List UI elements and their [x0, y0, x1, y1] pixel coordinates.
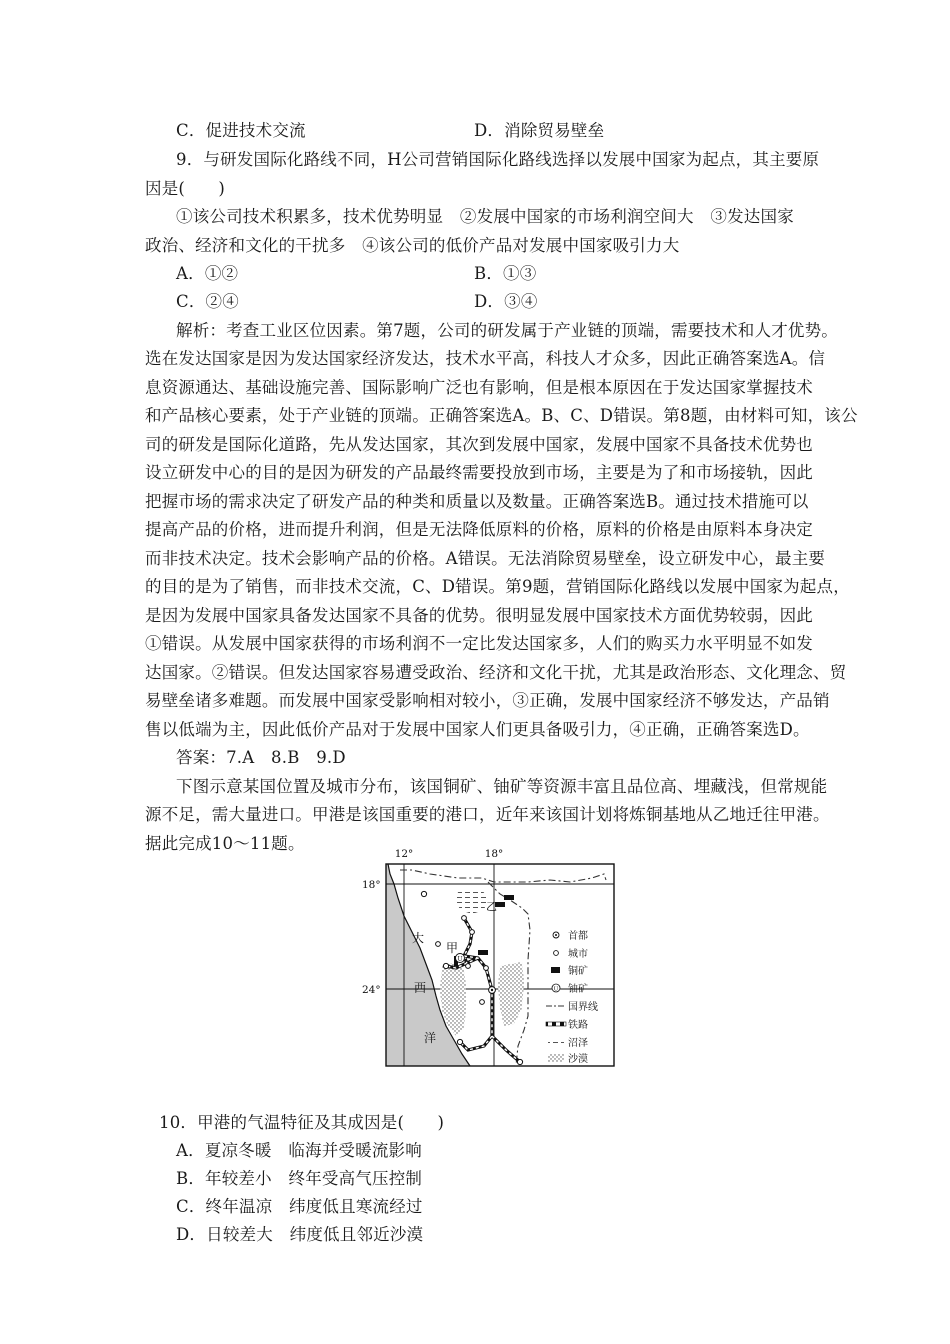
q9-option-a[interactable]: A．①②: [176, 264, 239, 283]
analysis-line: 和产品核心要素，处于产业链的顶端。正确答案选A。B、C、D错误。第8题，由材料可知，该公: [145, 406, 858, 425]
q9-stem-line-1: 9．与研发国际化路线不同，H公司营销国际化路线选择以发展中国家为起点，其主要原: [176, 150, 820, 169]
legend-label: 首都: [568, 931, 588, 942]
marsh-icon: [548, 1038, 564, 1046]
analysis-line: 售以低端为主，因此低价产品对于发展中国家人们更具备吸引力，④正确，正确答案选D。: [145, 720, 810, 739]
yi-label: 乙: [486, 900, 497, 913]
q9-options-row-1: [176, 263, 537, 285]
lon-label-12: 12°: [394, 848, 414, 860]
city-marker: [462, 916, 467, 921]
copper-icon: [551, 967, 560, 973]
map-svg: [360, 840, 622, 1084]
q9-items-line-2: 政治、经济和文化的干扰多 ④该公司的低价产品对发展中国家吸引力大: [145, 236, 680, 255]
q10-option-c[interactable]: C．终年温凉 纬度低且寒流经过: [176, 1197, 423, 1216]
ocean-label-char: 西: [414, 981, 427, 995]
q9-option-c[interactable]: C．②④: [176, 292, 239, 311]
analysis-line: 是因为发展中国家具备发达国家不具备的优势。很明显发展中国家技术方面优势较弱，因此: [145, 606, 813, 625]
legend-label: 铁路: [568, 1020, 588, 1031]
city-icon: [554, 951, 559, 956]
city-marker: [517, 1059, 522, 1064]
copper-mine-marker: [478, 950, 488, 955]
capital-marker-dot: [491, 989, 493, 991]
q8-options-row: [176, 120, 605, 142]
city-marker: [484, 966, 489, 971]
legend-label: 铀矿: [568, 984, 588, 995]
analysis-line: 达国家。②错误。但发达国家容易遭受政治、经济和文化干扰，尤其是政治形态、文化理念、贸: [145, 663, 847, 682]
legend-label: 城市: [568, 949, 588, 960]
legend-label: 国界线: [568, 1002, 598, 1013]
q8-option-c[interactable]: C．促进技术交流: [176, 121, 306, 140]
analysis-line: 把握市场的需求决定了研发产品的种类和质量以及数量。正确答案选B。通过技术措施可以: [145, 492, 809, 511]
analysis-line: 的目的是为了销售，而非技术交流，C、D错误。第9题，营销国际化路线以发展中国家为起点，: [145, 577, 850, 596]
ocean-label-char: 洋: [424, 1031, 437, 1045]
intro-line: 下图示意某国位置及城市分布，该国铜矿、铀矿等资源丰富且品位高、埋藏浅，但常规能: [176, 777, 828, 796]
lon-label-18: 18°: [484, 848, 504, 860]
q9-items-line-1: ①该公司技术积累多，技术优势明显 ②发展中国家的市场利润空间大 ③发达国家: [176, 207, 794, 226]
jia-port-marker: [443, 963, 448, 968]
q9-options-row-2: [176, 291, 538, 313]
intro-line: 据此完成10～11题。: [145, 834, 305, 853]
uranium-mine-symbol: U: [457, 956, 463, 963]
q10-option-a[interactable]: A．夏凉冬暖 临海并受暖流影响: [176, 1141, 422, 1160]
map-figure: [360, 840, 622, 1084]
analysis-line: 设立研发中心的目的是因为研发的产品最终需要投放到市场，主要是为了和市场接轨，因此: [145, 463, 813, 482]
analysis-line: ①错误。从发展中国家获得的市场利润不一定比发达国家多，人们的购买力水平明显不如发: [145, 634, 813, 653]
city-marker: [470, 930, 475, 935]
railway-icon: [546, 1022, 566, 1026]
analysis-line: 解析：考查工业区位因素。第7题，公司的研发属于产业链的顶端，需要技术和人才优势。: [176, 321, 838, 340]
city-marker: [436, 942, 441, 947]
marsh-area: [456, 890, 488, 914]
analysis-line: 易壁垒诸多难题。而发展中国家受影响相对较小，③正确，发展中国家经济不够发达，产品销: [145, 691, 830, 710]
legend-label: 沙漠: [568, 1054, 588, 1065]
legend-label: 铜矿: [568, 966, 588, 977]
q10-stem: 10．甲港的气温特征及其成因是( ): [159, 1113, 445, 1132]
analysis-line: 息资源通达、基础设施完善、国际影响广泛也有影响，但是根本原因在于发达国家掌握技术: [145, 378, 813, 397]
analysis-line: 提高产品的价格，进而提升利润，但是无法降低原料的价格，原料的价格是由原料本身决定: [145, 520, 813, 539]
q10-option-d[interactable]: D．日较差大 纬度低且邻近沙漠: [176, 1225, 424, 1244]
copper-mine-marker: [504, 895, 514, 900]
city-marker: [480, 1000, 485, 1005]
desert-area-inland: [498, 962, 524, 1026]
lat-label-24: 24°: [362, 984, 381, 996]
q9-stem-line-2: 因是( ): [145, 179, 226, 198]
lat-label-18: 18°: [362, 879, 381, 891]
city-marker: [466, 964, 471, 969]
city-marker: [457, 1039, 462, 1044]
q10-option-b[interactable]: B．年较差小 终年受高气压控制: [176, 1169, 423, 1188]
map-legend: [546, 929, 598, 1065]
analysis-line: 选在发达国家是因为发达国家经济发达，技术水平高，科技人才众多，因此正确答案选A。信: [145, 349, 826, 368]
uranium-icon-symbol: U: [553, 986, 559, 993]
desert-icon: [548, 1054, 564, 1062]
intro-line: 源不足，需大量进口。甲港是该国重要的港口，近年来该国计划将炼铜基地从乙地迁往甲港。: [145, 805, 830, 824]
q9-option-d[interactable]: D．③④: [474, 292, 538, 311]
analysis-line: 而非技术决定。技术会影响产品的价格。A错误。无法消除贸易壁垒，设立研发中心，最主要: [145, 549, 826, 568]
analysis-line: 司的研发是国际化道路，先从发达国家，其次到发展中国家，发展中国家不具备技术优势也: [145, 435, 813, 454]
answer-line: 答案：7.A 8.B 9.D: [176, 748, 346, 767]
ocean-label-char: 大: [412, 931, 425, 945]
q9-option-b[interactable]: B．①③: [474, 264, 537, 283]
jia-label: 甲: [446, 941, 459, 955]
city-marker: [421, 891, 426, 896]
legend-label: 沼泽: [568, 1038, 588, 1049]
q8-option-d[interactable]: D．消除贸易壁垒: [474, 121, 605, 140]
